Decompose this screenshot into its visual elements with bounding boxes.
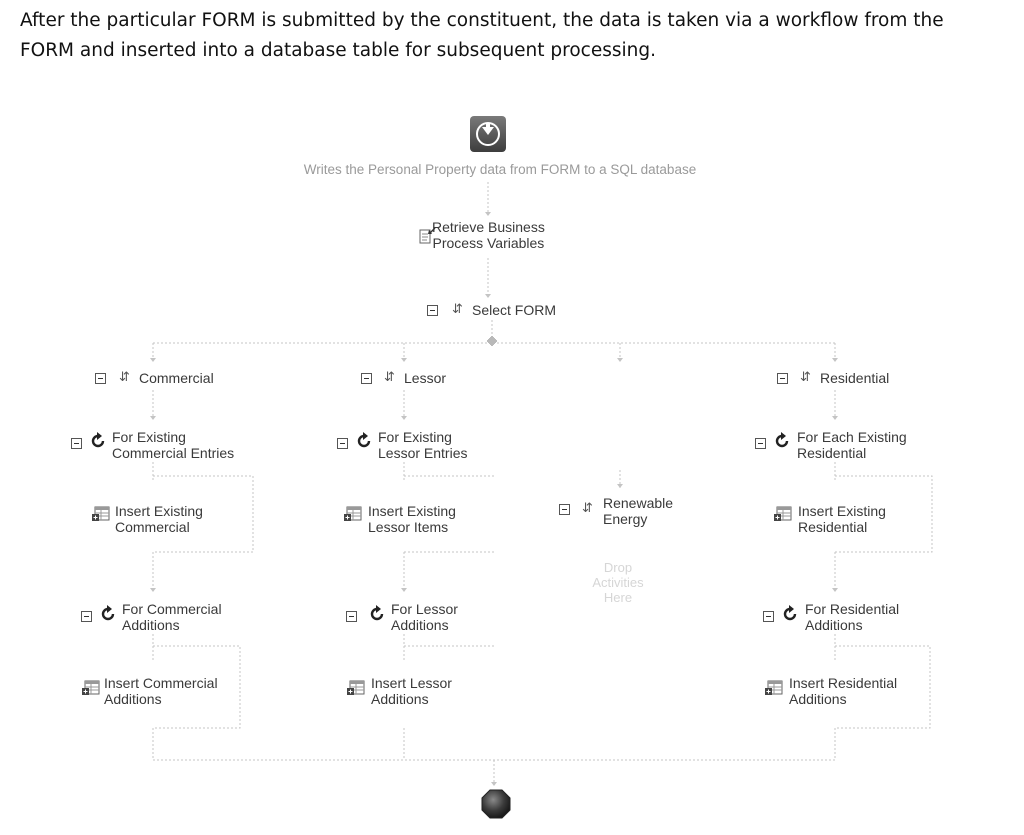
commercial-insert1-line-2: Commercial [115,519,190,535]
commercial-additions-loop-activity[interactable] [122,601,222,633]
commercial-loop1-line-2: Commercial Entries [112,445,235,461]
lessor-insert1-line-2: Lessor Items [368,519,449,535]
commercial-collapse-toggle[interactable] [95,373,106,384]
lessor-additions-loop-activity[interactable] [391,601,458,633]
residential-additions-loop-activity[interactable] [805,601,899,633]
insert-existing-lessor-activity[interactable] [368,503,456,535]
lessor-loop2-collapse-toggle[interactable] [346,611,357,622]
commercial-loop1-collapse-toggle[interactable] [71,438,82,449]
intro-line-1: After the particular FORM is submitted by the constituent, the data is taken via a workflow from the [20,10,944,31]
drop-activities-placeholder[interactable] [583,560,653,605]
lessor-insert1-line-1: Insert Existing [368,503,456,519]
insert-existing-residential-activity[interactable] [798,503,886,535]
branch-icon: ⇵ [582,500,593,515]
end-stop-icon[interactable] [480,788,512,820]
insert-table-icon [92,506,110,522]
branch-icon: ⇵ [800,369,811,384]
renewable-label-line-2: Energy [603,511,648,527]
commercial-branch[interactable]: Commercial [139,370,214,386]
lessor-loop1-collapse-toggle[interactable] [337,438,348,449]
drop-hint-line-3: Here [603,590,633,605]
renewable-energy-branch[interactable] [603,495,673,527]
insert-commercial-additions-activity[interactable] [104,675,218,707]
commercial-loop2-line-2: Additions [122,617,180,633]
residential-loop2-line-1: For Residential [805,601,900,617]
commercial-insert2-line-2: Additions [104,691,162,707]
residential-insert1-line-2: Residential [798,519,868,535]
retrieve-label-line-2: Process Variables [432,235,545,251]
lessor-insert2-line-1: Insert Lessor [371,675,452,691]
commercial-for-existing-activity[interactable] [112,429,234,461]
loop-icon [99,605,117,623]
lessor-for-existing-activity[interactable] [378,429,467,461]
residential-loop1-line-2: Residential [797,445,867,461]
residential-insert2-line-2: Additions [789,691,847,707]
commercial-loop2-collapse-toggle[interactable] [81,611,92,622]
loop-icon [781,605,799,623]
drop-hint-line-1: Drop [603,560,633,575]
residential-loop2-collapse-toggle[interactable] [763,611,774,622]
branch-icon: ⇵ [384,369,395,384]
commercial-insert1-line-1: Insert Existing [115,503,203,519]
lessor-loop2-line-1: For Lessor [391,601,458,617]
residential-loop1-line-1: For Each Existing [797,429,907,445]
insert-table-icon [774,506,792,522]
branch-icon: ⇵ [119,369,130,384]
insert-table-icon [347,680,365,696]
lessor-collapse-toggle[interactable] [361,373,372,384]
residential-branch[interactable]: Residential [820,370,890,386]
branch-icon: ⇵ [452,301,463,316]
start-download-icon[interactable] [470,116,506,152]
residential-collapse-toggle[interactable] [777,373,788,384]
residential-loop2-line-2: Additions [805,617,863,633]
drop-hint-line-2: Activities [592,575,644,590]
lessor-loop1-line-2: Lessor Entries [378,445,468,461]
insert-table-icon [344,506,362,522]
select-form-activity[interactable]: Select FORM [472,302,557,318]
workflow-title: Writes the Personal Property data from FORM to a SQL database [303,162,697,177]
loop-icon [355,432,373,450]
insert-table-icon [82,680,100,696]
loop-icon [368,605,386,623]
lessor-insert2-line-2: Additions [371,691,429,707]
retrieve-variables-activity[interactable] [432,219,545,251]
commercial-loop2-line-1: For Commercial [122,601,222,617]
residential-insert2-line-1: Insert Residential [789,675,898,691]
renewable-label-line-1: Renewable [603,495,674,511]
commercial-insert2-line-1: Insert Commercial [104,675,218,691]
lessor-loop2-line-2: Additions [391,617,449,633]
insert-table-icon [765,680,783,696]
residential-insert1-line-1: Insert Existing [798,503,886,519]
insert-lessor-additions-activity[interactable] [371,675,452,707]
lessor-branch[interactable]: Lessor [404,370,447,386]
commercial-loop1-line-1: For Existing [112,429,186,445]
lessor-loop1-line-1: For Existing [378,429,452,445]
renewable-collapse-toggle[interactable] [559,504,570,515]
residential-loop1-collapse-toggle[interactable] [755,438,766,449]
loop-icon [773,432,791,450]
insert-residential-additions-activity[interactable] [789,675,897,707]
retrieve-label-line-1: Retrieve Business [432,219,545,235]
select-form-collapse-toggle[interactable] [427,305,438,316]
insert-existing-commercial-activity[interactable] [115,503,203,535]
intro-line-2: FORM and inserted into a database table for subsequent processing. [20,40,656,61]
loop-icon [89,432,107,450]
residential-for-each-existing-activity[interactable] [797,429,907,461]
